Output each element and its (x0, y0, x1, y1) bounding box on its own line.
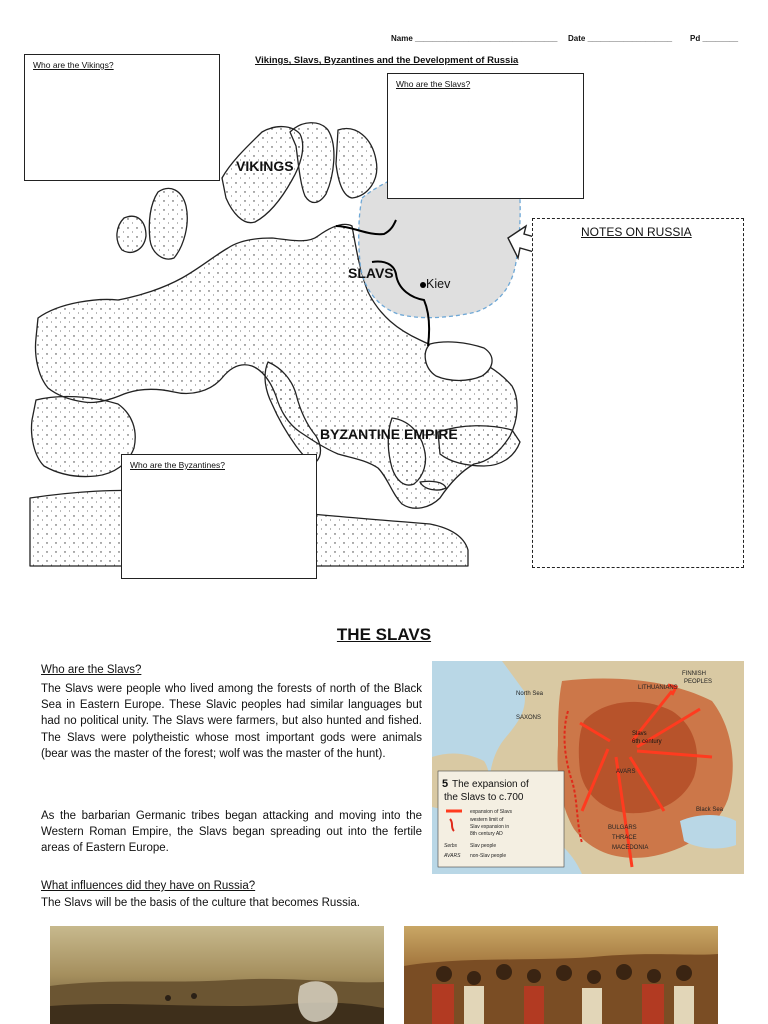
slavic-landscape-painting (50, 926, 384, 1024)
slav-expansion-map (432, 661, 744, 874)
vikings-question: Who are the Vikings? (33, 60, 114, 70)
slavs-section-title: THE SLAVS (336, 625, 432, 644)
vikings-answer-box[interactable] (24, 54, 220, 181)
svg-text:SAXONS: SAXONS (516, 715, 542, 721)
influences-answer: The Slavs will be the basis of the culture that becomes Russia. (41, 897, 360, 909)
slavs-migration-paragraph: As the barbarian Germanic tribes began attacking and moving into the Western Roman Empire, the Slavs began spreading out into the fertile areas of Eastern Europe. (41, 810, 422, 855)
svg-text:LITHUANIANS: LITHUANIANS (638, 685, 678, 691)
name-field-label: Name ________________________________ (391, 34, 558, 43)
vikings-map-label: VIKINGS (236, 158, 294, 174)
svg-text:8th century AD: 8th century AD (470, 831, 503, 837)
svg-text:Slav people: Slav people (470, 843, 497, 849)
svg-text:expansion of Slavs: expansion of Slavs (470, 809, 512, 815)
svg-text:FINNISH: FINNISH (682, 671, 706, 677)
notes-on-russia-box[interactable] (532, 218, 744, 568)
svg-text:BULGARS: BULGARS (608, 825, 637, 831)
svg-text:PEOPLES: PEOPLES (684, 679, 713, 685)
svg-text:western limit of: western limit of (470, 817, 504, 823)
byzantines-answer-box[interactable] (121, 454, 317, 579)
worksheet-title: Vikings, Slavs, Byzantines and the Development of Russia (255, 55, 519, 66)
svg-text:THRACE: THRACE (612, 835, 637, 841)
kiev-map-label: Kiev (426, 277, 451, 291)
slavs-answer-box[interactable] (387, 73, 584, 199)
svg-text:Slav expansion in: Slav expansion in (470, 824, 510, 830)
who-are-slavs-subhead: Who are the Slavs? (41, 664, 142, 676)
byzantines-question: Who are the Byzantines? (130, 460, 225, 470)
slavic-gathering-painting (404, 926, 718, 1024)
svg-text:AVARS: AVARS (616, 769, 636, 775)
svg-text:6th century: 6th century (632, 739, 662, 745)
slavs-description-paragraph: The Slavs were people who lived among the forests of north of the Black Sea in Eastern Europe. These Slavic peoples had similar languages but had no political unity. The Slavs were farmers, but also hunted and fished. The Slavs were polytheistic whose most important gods were animals (bear was the master of the forest; wolf was the master of the hunt). (41, 683, 422, 760)
svg-text:The expansion of: The expansion of (452, 779, 529, 790)
svg-text:North Sea: North Sea (516, 691, 544, 697)
influences-subhead: What influences did they have on Russia? (41, 880, 256, 892)
date-field-label: Date ___________________ (568, 34, 673, 43)
svg-text:non-Slav people: non-Slav people (470, 853, 507, 859)
slavs-question: Who are the Slavs? (396, 79, 471, 89)
period-field-label: Pd ________ (690, 34, 739, 43)
svg-text:Slavs: Slavs (632, 731, 647, 737)
svg-text:Black Sea: Black Sea (696, 807, 724, 813)
notes-heading: NOTES ON RUSSIA (581, 225, 692, 239)
slavs-map-label: SLAVS (348, 265, 394, 281)
byzantine-map-label: BYZANTINE EMPIRE (320, 426, 458, 442)
svg-text:the Slavs to c.700: the Slavs to c.700 (444, 792, 524, 803)
svg-text:AVARS: AVARS (444, 853, 461, 859)
svg-text:Serbs: Serbs (444, 843, 458, 849)
svg-text:MACEDONIA: MACEDONIA (612, 845, 649, 851)
svg-text:5: 5 (442, 778, 449, 790)
